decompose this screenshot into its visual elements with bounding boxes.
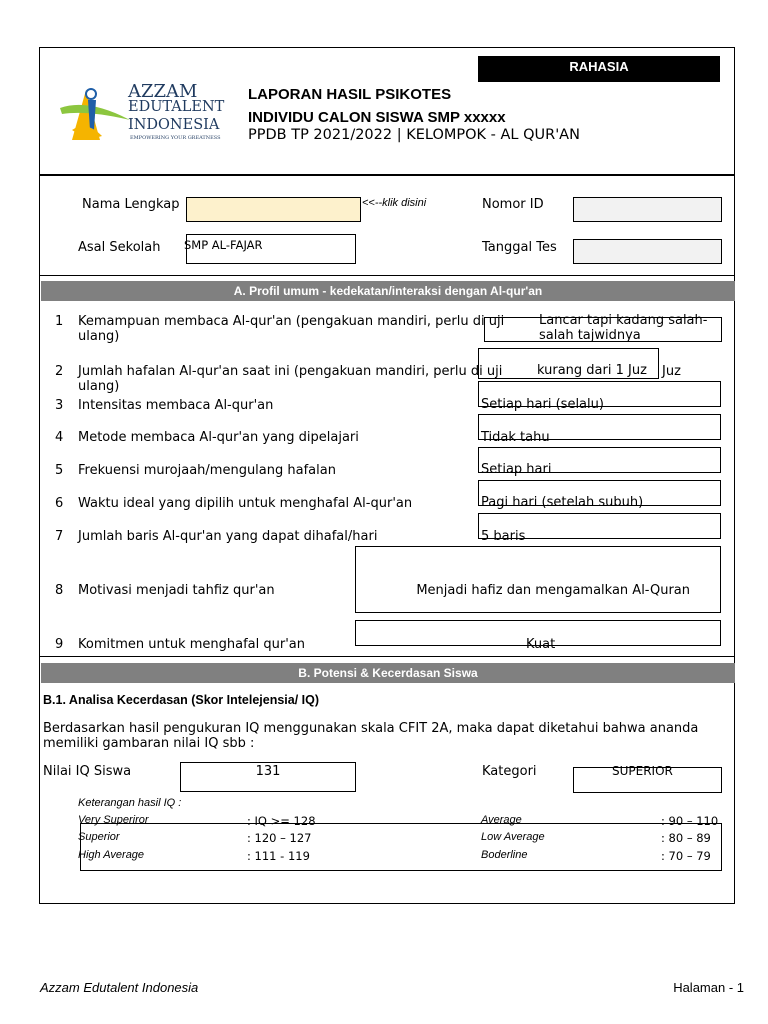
question-number: 4 [55,430,64,445]
legend-title: Keterangan hasil IQ : [78,797,182,809]
legend-box [80,823,722,871]
answer-value: Tidak tahu [481,430,550,445]
legend-label: Superior [78,831,120,843]
footer-page-number: Halaman - 1 [673,980,744,995]
answer-value: Menjadi hafiz dan mengamalkan Al-Quran [416,583,690,598]
id-field[interactable] [573,197,722,222]
answer-box[interactable] [355,546,721,613]
question-number: 7 [55,529,64,544]
date-field[interactable] [573,239,722,264]
answer-unit: Juz [662,364,681,379]
question-text: Waktu ideal yang dipilih untuk menghafal Al-qur'an [78,496,413,511]
legend-label: Average [481,814,522,826]
question-text: Jumlah baris Al-qur'an yang dapat dihafal/hari [78,529,378,544]
legend-range: : IQ >= 128 [247,814,316,828]
category-value: SUPERIOR [612,764,673,778]
question-number: 6 [55,496,64,511]
question-number: 9 [55,637,64,652]
legend-label: High Average [78,849,145,861]
category-label: Kategori [482,764,537,779]
section-a-header: A. Profil umum - kedekatan/interaksi dengan Al-qur'an [41,281,735,301]
company-logo [58,80,233,144]
school-value: SMP AL-FAJAR [184,238,263,252]
click-hint: <<--klik disini [362,197,427,209]
iq-label: Nilai IQ Siswa [43,764,132,779]
footer-company: Azzam Edutalent Indonesia [40,980,199,995]
answer-value: Pagi hari (setelah subuh) [481,495,644,510]
logo-text-3: INDONESIA [128,117,220,133]
header-divider [39,174,735,176]
question-text: Metode membaca Al-qur'an yang dipelajari [78,430,359,445]
question-text: Intensitas membaca Al-qur'an [78,398,274,413]
answer-value: Lancar tapi kadang salah-salah tajwidnya [539,313,708,343]
legend-label: Very Superiror [78,814,149,826]
section-b1-title: B.1. Analisa Kecerdasan (Skor Intelejensia/ IQ) [43,693,320,707]
section-a-divider [39,656,735,657]
answer-value: kurang dari 1 Juz [537,363,647,378]
question-number: 8 [55,583,64,598]
iq-description: Berdasarkan hasil pengukuran IQ menggunakan skala CFIT 2A, maka dapat diketahui bahwa ananda memiliki gambaran nilai IQ sbb : [43,721,699,751]
answer-value: 5 baris [481,529,526,544]
report-title: LAPORAN HASIL PSIKOTES [248,86,452,103]
answer-value: Setiap hari (selalu) [481,397,604,412]
confidential-badge: RAHASIA [478,56,720,82]
legend-range: : 80 – 89 [661,831,711,845]
question-number: 3 [55,398,64,413]
question-number: 1 [55,314,64,329]
logo-tagline: EMPOWERING YOUR GREATNESS [130,135,221,141]
school-field[interactable] [186,234,356,264]
question-text: Kemampuan membaca Al-qur'an (pengakuan mandiri, perlu di uji ulang) [78,314,505,344]
question-number: 5 [55,463,64,478]
id-label: Nomor ID [482,197,544,212]
question-text: Frekuensi murojaah/mengulang hafalan [78,463,336,478]
identity-divider [39,275,735,276]
iq-value: 131 [255,764,281,779]
logo-text-1: AZZAM [128,81,198,102]
logo-text-2: EDUTALENT [128,99,225,115]
report-subtitle: INDIVIDU CALON SISWA SMP xxxxx [248,109,506,126]
question-text: Komitmen untuk menghafal qur'an [78,637,305,652]
legend-label: Low Average [481,831,545,843]
legend-range: : 70 – 79 [661,849,711,863]
legend-label: Boderline [481,849,528,861]
question-text: Motivasi menjadi tahfiz qur'an [78,583,275,598]
answer-value: Kuat [526,637,556,652]
section-b-header: B. Potensi & Kecerdasan Siswa [41,663,735,683]
answer-value: Setiap hari [481,462,552,477]
legend-range: : 120 – 127 [247,831,312,845]
school-label: Asal Sekolah [78,240,161,255]
report-period: PPDB TP 2021/2022 | KELOMPOK - AL QUR'AN [248,127,580,143]
question-number: 2 [55,364,64,379]
name-field[interactable] [186,197,361,222]
question-text: Jumlah hafalan Al-qur'an saat ini (pengakuan mandiri, perlu di uji ulang) [78,364,503,394]
name-label: Nama Lengkap [82,197,180,212]
legend-range: : 111 - 119 [247,849,310,863]
date-label: Tanggal Tes [482,240,557,255]
legend-range: : 90 – 110 [661,814,719,828]
